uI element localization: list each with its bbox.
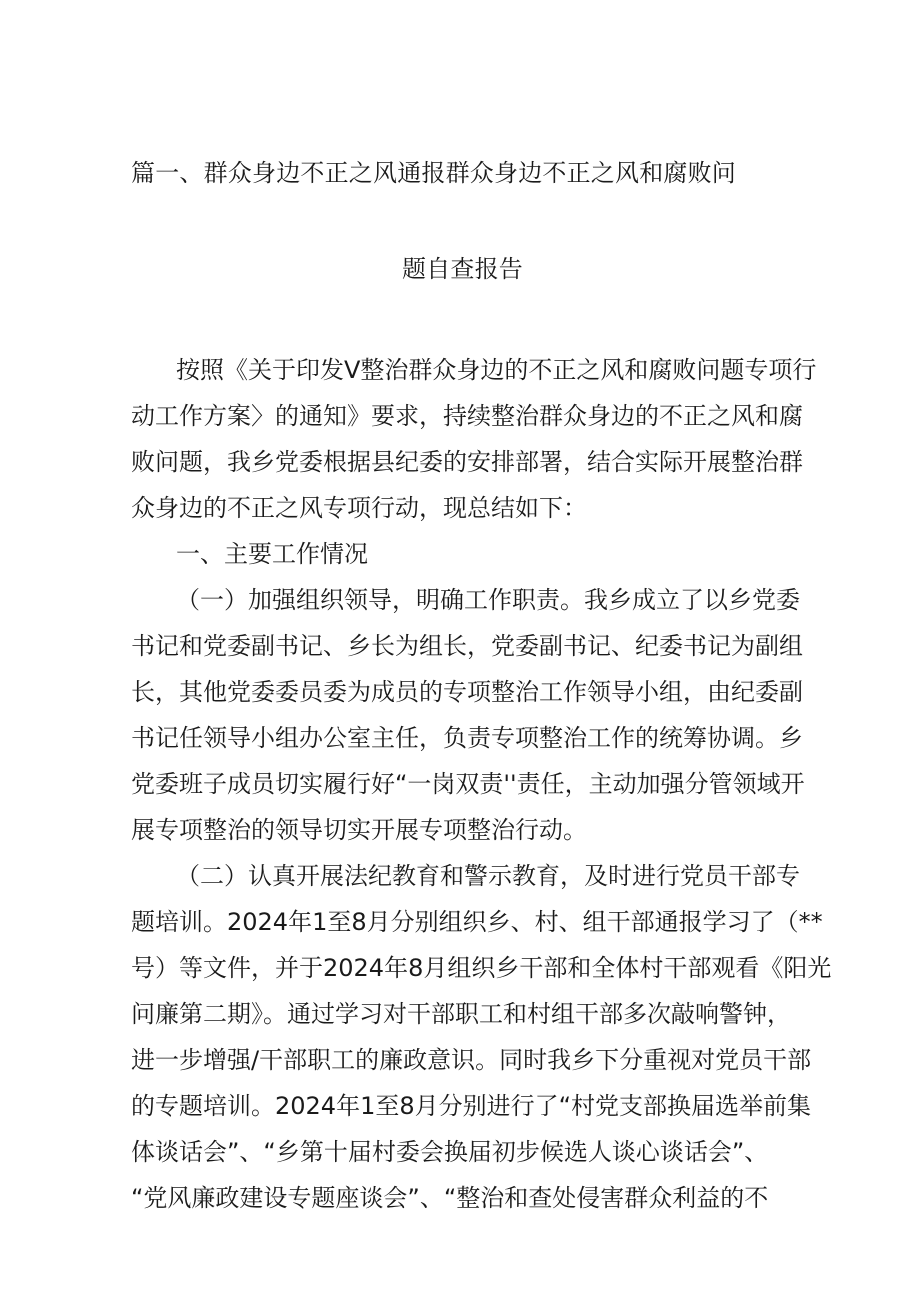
paragraph-one-line-5: 党委班子成员切实履行好“一岗双责''责任，主动加强分管领域开 [131, 770, 805, 798]
paragraph-two-line-8: “党风廉政建设专题座谈会”、“整治和查处侵害群众利益的不 [131, 1184, 769, 1212]
paragraph-one-line-2: 书记和党委副书记、乡长为组长，党委副书记、纪委书记为副组 [131, 632, 803, 660]
document-title-line-2: 题自查报告 [402, 255, 523, 283]
paragraph-intro-line-4: 众身边的不正之风专项行动，现总结如下： [131, 494, 587, 522]
paragraph-one-line-6: 展专项整治的领导切实开展专项整治行动。 [131, 816, 587, 844]
paragraph-two-line-1: （二）认真开展法纪教育和警示教育，及时进行党员干部专 [176, 862, 800, 890]
document-title-line-1: 篇一、群众身边不正之风通报群众身边不正之风和腐败问 [131, 159, 736, 187]
paragraph-two-line-7: 体谈话会”、“乡第十届村委会换届初步候选人谈心谈话会”、 [131, 1138, 769, 1166]
paragraph-one-line-3: 长，其他党委委员委为成员的专项整治工作领导小组，由纪委副 [131, 678, 803, 706]
paragraph-intro-line-2: 动工作方案〉的通知》要求，持续整治群众身边的不正之风和腐 [131, 402, 803, 430]
paragraph-intro-line-1: 按照《关于印发V整治群众身边的不正之风和腐败问题专项行 [176, 356, 817, 384]
paragraph-two-line-6: 的专题培训。2024年1至8月分别进行了“村党支部换届选举前集 [131, 1092, 812, 1120]
paragraph-two-line-4: 问廉第二期》。通过学习对干部职工和村组干部多次敲响警钟， [131, 1000, 791, 1028]
paragraph-intro-line-3: 败问题，我乡党委根据县纪委的安排部署，结合实际开展整治群 [131, 448, 803, 476]
paragraph-two-line-5: 进一步增强/干部职工的廉政意识。同时我乡下分重视对党员干部 [131, 1046, 812, 1074]
paragraph-one-line-4: 书记任领导小组办公室主任，负责专项整治工作的统筹协调。乡 [131, 724, 803, 752]
section-heading-main-work: 一、主要工作情况 [176, 540, 368, 568]
paragraph-two-line-3: 号）等文件，并于2024年8月组织乡干部和全体村干部观看《阳光 [131, 954, 832, 982]
paragraph-two-line-2: 题培训。2024年1至8月分别组织乡、村、组干部通报学习了（** [131, 908, 823, 936]
paragraph-one-line-1: （一）加强组织领导，明确工作职责。我乡成立了以乡党委 [176, 586, 800, 614]
